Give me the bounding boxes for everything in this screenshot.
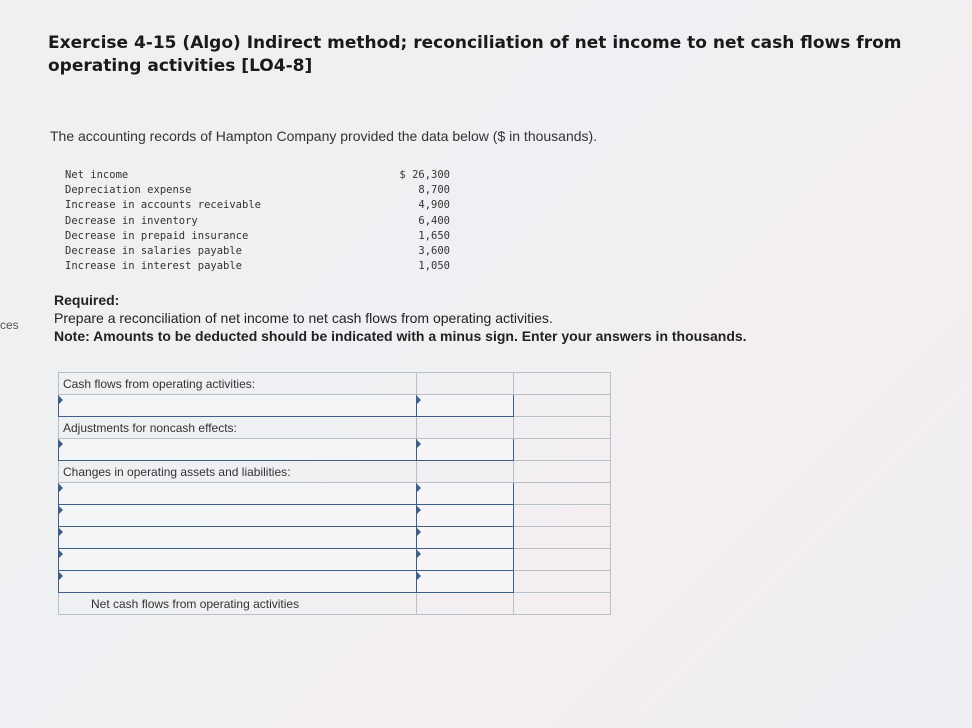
amount-field[interactable] [421, 550, 513, 570]
dropdown-caret-icon [59, 440, 63, 448]
dropdown-caret-icon [417, 484, 421, 492]
dropdown-caret-icon [59, 396, 63, 404]
required-section [54, 291, 747, 345]
sidebar-fragment: ces [0, 318, 19, 332]
dropdown-caret-icon [417, 440, 421, 448]
data-row [65, 259, 450, 274]
data-label: Increase in interest payable [65, 260, 243, 273]
data-row [65, 244, 450, 259]
account-select[interactable] [59, 527, 417, 549]
section-row [59, 461, 611, 483]
dropdown-caret-icon [59, 528, 63, 536]
data-label: Decrease in prepaid insurance [65, 229, 249, 242]
data-value: 1,650 [418, 229, 450, 242]
dropdown-caret-icon [59, 572, 63, 580]
table-row [59, 483, 611, 505]
data-label: Net income [65, 169, 129, 181]
dropdown-caret-icon [417, 550, 421, 558]
data-value: $ 26,300 [399, 169, 450, 181]
data-label: Depreciation expense [65, 184, 192, 197]
amount-input[interactable] [417, 571, 514, 593]
total-cell [514, 483, 611, 505]
account-select[interactable] [59, 395, 417, 417]
reconciliation-worksheet [58, 372, 611, 615]
required-text: Prepare a reconciliation of net income to net cash flows from operating activities. [54, 310, 553, 326]
dropdown-caret-icon [417, 396, 421, 404]
account-select[interactable] [59, 483, 417, 505]
amount-input[interactable] [417, 395, 514, 417]
amount-input[interactable] [417, 483, 514, 505]
amount-field[interactable] [421, 572, 513, 592]
total-cell [514, 549, 611, 571]
data-label: Decrease in salaries payable [65, 245, 243, 258]
data-row [65, 168, 450, 183]
data-value: 6,400 [418, 214, 450, 227]
account-select[interactable] [59, 505, 417, 527]
dropdown-caret-icon [417, 506, 421, 514]
section-row [59, 417, 611, 439]
total-cell [514, 439, 611, 461]
total-cell [514, 571, 611, 593]
data-list [65, 168, 450, 274]
section-row [59, 373, 611, 395]
dropdown-caret-icon [59, 550, 63, 558]
data-label: Decrease in inventory [65, 214, 198, 227]
total-cell [514, 395, 611, 417]
required-label: Required: [54, 292, 120, 308]
net-cash-total-field[interactable] [518, 594, 610, 614]
amount-input[interactable] [417, 527, 514, 549]
data-row [65, 198, 450, 213]
amount-field[interactable] [421, 528, 513, 548]
data-row [65, 183, 450, 198]
dropdown-caret-icon [59, 484, 63, 492]
amount-input[interactable] [417, 505, 514, 527]
exercise-title: Exercise 4-15 (Algo) Indirect method; reconciliation of net income to net cash flows from operating activities [LO4-8] [48, 33, 902, 76]
intro-text: The accounting records of Hampton Company provided the data below ($ in thousands). [50, 128, 598, 144]
table-row [59, 571, 611, 593]
table-row [59, 439, 611, 461]
amount-field[interactable] [421, 484, 513, 504]
amount-field[interactable] [421, 396, 513, 416]
table-row [59, 395, 611, 417]
data-value: 8,700 [418, 184, 450, 197]
section-label: Cash flows from operating activities: [59, 373, 417, 395]
dropdown-caret-icon [417, 572, 421, 580]
data-label: Increase in accounts receivable [65, 199, 261, 212]
amount-field[interactable] [421, 440, 513, 460]
required-note: Note: Amounts to be deducted should be indicated with a minus sign. Enter your answers in thousands. [54, 328, 747, 344]
section-label: Adjustments for noncash effects: [59, 417, 417, 439]
data-value: 1,050 [418, 260, 450, 273]
dropdown-caret-icon [59, 506, 63, 514]
section-label: Changes in operating assets and liabilities: [59, 461, 417, 483]
data-row [65, 214, 450, 229]
data-value: 3,600 [418, 245, 450, 258]
total-cell [514, 505, 611, 527]
table-row [59, 527, 611, 549]
table-row [59, 549, 611, 571]
account-select[interactable] [59, 439, 417, 461]
account-select[interactable] [59, 571, 417, 593]
dropdown-caret-icon [417, 528, 421, 536]
data-row [65, 229, 450, 244]
table-row [59, 505, 611, 527]
amount-field[interactable] [421, 506, 513, 526]
amount-input[interactable] [417, 439, 514, 461]
amount-input[interactable] [417, 549, 514, 571]
total-row [59, 593, 611, 615]
total-cell [514, 527, 611, 549]
total-label: Net cash flows from operating activities [59, 593, 417, 615]
account-select[interactable] [59, 549, 417, 571]
net-cash-total-input[interactable] [514, 593, 611, 615]
data-value: 4,900 [418, 199, 450, 212]
